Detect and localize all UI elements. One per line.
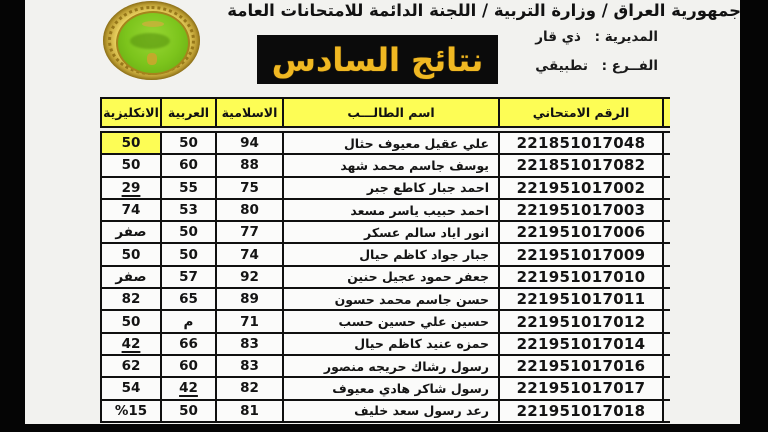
cell-arabic-grade: 55 — [161, 177, 216, 199]
cell-exam-number: 221951017002 — [499, 177, 663, 199]
cell-exam-number: 221951017011 — [499, 288, 663, 310]
cell-islamic-grade: 80 — [216, 199, 283, 221]
cell-cutoff — [663, 333, 670, 355]
cell-cutoff — [663, 243, 670, 265]
admin-info — [535, 29, 658, 74]
cell-cutoff — [663, 177, 670, 199]
emblem-green-core — [116, 11, 190, 75]
cell-english-grade: 50 — [101, 243, 161, 265]
cell-english-grade: 50 — [101, 310, 161, 332]
cell-english-grade: صفر — [101, 221, 161, 243]
cell-cutoff — [663, 377, 670, 399]
cell-arabic-grade: م — [161, 310, 216, 332]
cell-arabic-grade: 42 — [161, 377, 216, 399]
results-table — [100, 97, 670, 423]
cell-exam-number: 221951017009 — [499, 243, 663, 265]
cell-exam-number: 221951017006 — [499, 221, 663, 243]
results-title: نتائج السادس — [271, 40, 484, 79]
cell-islamic-grade: 83 — [216, 333, 283, 355]
cell-english-grade: 74 — [101, 199, 161, 221]
cell-islamic-grade: 94 — [216, 132, 283, 154]
cell-english-grade: 42 — [101, 333, 161, 355]
cell-islamic-grade: 81 — [216, 400, 283, 422]
cell-arabic-grade: 60 — [161, 154, 216, 176]
cell-exam-number: 221951017010 — [499, 266, 663, 288]
cell-exam-number: 221951017012 — [499, 310, 663, 332]
results-table-body — [100, 131, 670, 423]
cell-islamic-grade: 89 — [216, 288, 283, 310]
table-row — [101, 221, 670, 243]
cell-cutoff — [663, 288, 670, 310]
cell-student-name: جبار جواد كاظم حيال — [283, 243, 499, 265]
table-row — [101, 132, 670, 154]
cell-arabic-grade: 57 — [161, 266, 216, 288]
table-row — [101, 355, 670, 377]
header-arabic: العربية — [161, 98, 216, 127]
table-row — [101, 243, 670, 265]
cell-student-name: رسول شاكر هادي معيوف — [283, 377, 499, 399]
branch-label: الفــرع : — [601, 58, 658, 74]
emblem-detail — [147, 53, 157, 65]
header-islamic: الاسلامية — [216, 98, 283, 127]
cell-cutoff — [663, 355, 670, 377]
emblem-detail — [130, 33, 170, 49]
cell-arabic-grade: 60 — [161, 355, 216, 377]
cell-english-grade: صفر — [101, 266, 161, 288]
cell-student-name: رسول رشاك حريجه منصور — [283, 355, 499, 377]
cell-islamic-grade: 92 — [216, 266, 283, 288]
cell-exam-number: 221851017048 — [499, 132, 663, 154]
cell-english-grade: 62 — [101, 355, 161, 377]
table-row — [101, 154, 670, 176]
cell-student-name: احمد حبيب ياسر مسعد — [283, 199, 499, 221]
cell-islamic-grade: 74 — [216, 243, 283, 265]
left-edge-bar — [0, 0, 25, 424]
emblem-detail — [142, 21, 164, 27]
cell-english-grade: 29 — [101, 177, 161, 199]
cell-islamic-grade: 71 — [216, 310, 283, 332]
cell-islamic-grade: 83 — [216, 355, 283, 377]
header-student-name: اسم الطالـــب — [283, 98, 499, 127]
cell-student-name: انور اياد سالم عسكر — [283, 221, 499, 243]
cell-english-grade: 50 — [101, 154, 161, 176]
cell-islamic-grade: 75 — [216, 177, 283, 199]
cell-arabic-grade: 50 — [161, 400, 216, 422]
cell-cutoff — [663, 310, 670, 332]
cell-english-grade: 54 — [101, 377, 161, 399]
cell-arabic-grade: 50 — [161, 221, 216, 243]
header-exam-number: الرقم الامتحاني — [499, 98, 663, 127]
cell-arabic-grade: 53 — [161, 199, 216, 221]
cell-cutoff — [663, 154, 670, 176]
cell-exam-number: 221951017018 — [499, 400, 663, 422]
cell-cutoff — [663, 199, 670, 221]
cell-student-name: حسن جاسم محمد حسون — [283, 288, 499, 310]
cell-cutoff — [663, 400, 670, 422]
results-table-header — [100, 97, 670, 128]
cell-islamic-grade: 77 — [216, 221, 283, 243]
cell-islamic-grade: 82 — [216, 377, 283, 399]
cell-cutoff — [663, 221, 670, 243]
directorate-line — [535, 29, 658, 45]
cell-student-name: يوسف جاسم محمد شهد — [283, 154, 499, 176]
cell-cutoff — [663, 132, 670, 154]
directorate-label: المديرية : — [594, 29, 658, 45]
cell-arabic-grade: 65 — [161, 288, 216, 310]
results-title-banner — [257, 35, 498, 84]
cell-student-name: حسين علي حسين حسب — [283, 310, 499, 332]
cell-exam-number: 221951017014 — [499, 333, 663, 355]
header-english: الانكليزية — [101, 98, 161, 127]
cell-exam-number: 221951017003 — [499, 199, 663, 221]
header-cutoff-column — [663, 98, 670, 127]
table-row — [101, 377, 670, 399]
table-row — [101, 177, 670, 199]
right-edge-bar — [740, 0, 768, 424]
directorate-value: ذي قار — [535, 29, 581, 45]
table-row — [101, 199, 670, 221]
cell-arabic-grade: 66 — [161, 333, 216, 355]
cell-islamic-grade: 88 — [216, 154, 283, 176]
cell-exam-number: 221851017082 — [499, 154, 663, 176]
cell-english-grade: 50 — [101, 132, 161, 154]
cell-student-name: احمد جبار كاطع جبر — [283, 177, 499, 199]
cell-student-name: حمزه عنيد كاظم حيال — [283, 333, 499, 355]
cell-arabic-grade: 50 — [161, 243, 216, 265]
branch-value: تطبيقي — [535, 58, 588, 74]
table-row — [101, 288, 670, 310]
cell-exam-number: 221951017017 — [499, 377, 663, 399]
cell-student-name: علي عقيل معيوف حثال — [283, 132, 499, 154]
document-header: جمهورية العراق / وزارة التربية / اللجنة الدائمة للامتحانات العامة — [227, 1, 741, 20]
table-row — [101, 310, 670, 332]
cell-english-grade: 82 — [101, 288, 161, 310]
cell-english-grade: %15 — [101, 400, 161, 422]
table-row — [101, 333, 670, 355]
cell-student-name: رعد رسول سعد خليف — [283, 400, 499, 422]
table-row — [101, 266, 670, 288]
ministry-emblem-icon — [103, 1, 200, 80]
branch-line — [535, 58, 658, 74]
bottom-edge-bar — [0, 424, 768, 432]
cell-arabic-grade: 50 — [161, 132, 216, 154]
cell-student-name: جعفر حمود عجيل حنين — [283, 266, 499, 288]
cell-exam-number: 221951017016 — [499, 355, 663, 377]
table-row — [101, 400, 670, 422]
cell-cutoff — [663, 266, 670, 288]
